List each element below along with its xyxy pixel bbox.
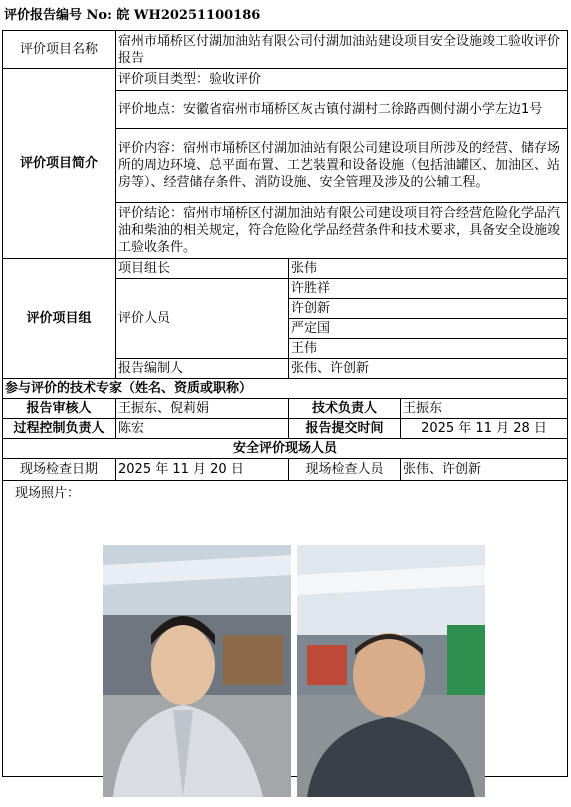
project-name-label: 评价项目名称: [3, 31, 116, 69]
tech-label: 技术负责人: [289, 399, 401, 419]
member: 严定国: [289, 319, 568, 339]
member: 王伟: [289, 339, 568, 359]
submit-date: 2025 年 11 月 28 日: [401, 419, 568, 439]
eval-location: 评价地点：安徽省宿州市埇桥区灰古镇付湖村二徐路西侧付湖小学左边1号: [116, 91, 568, 129]
process-label: 过程控制负责人: [3, 419, 116, 439]
writer-label: 报告编制人: [116, 359, 289, 379]
photo-person-2: [297, 545, 485, 797]
eval-type: 评价项目类型：验收评价: [116, 69, 568, 91]
reviewer-label: 报告审核人: [3, 399, 116, 419]
leader: 张伟: [289, 259, 568, 279]
site-photo-1: [103, 545, 291, 797]
eval-content: 评价内容：宿州市埇桥区付湖加油站有限公司建设项目所涉及的经营、储存场所的周边环境、总平面布置、工艺装置和设备设施（包括油罐区、加油区、站房等）、经营储存条件、消防设施、安全管理及涉及的公辅工程。: [116, 129, 568, 203]
inspect-date-label: 现场检查日期: [3, 459, 116, 481]
tech: 王振东: [401, 399, 568, 419]
site-photo-2: [297, 545, 485, 797]
experts-heading: 参与评价的技术专家（姓名、资质或职称）: [3, 379, 568, 399]
member: 许胜祥: [289, 279, 568, 299]
project-name: 宿州市埇桥区付湖加油站有限公司付湖加油站建设项目安全设施竣工验收评价报告: [116, 31, 568, 69]
inspectors-label: 现场检查人员: [289, 459, 401, 481]
submit-label: 报告提交时间: [289, 419, 401, 439]
inspect-date: 2025 年 11 月 20 日: [116, 459, 289, 481]
writer: 张伟、许创新: [289, 359, 568, 379]
photo-person-1: [103, 545, 291, 797]
eval-conclusion: 评价结论：宿州市埇桥区付湖加油站有限公司建设项目符合经营危险化学品汽油和柴油的相关规定，符合危险化学品经营条件和技术要求，具备安全设施竣工验收条件。: [116, 203, 568, 259]
report-number: 评价报告编号 No: 皖 WH20251100186: [4, 8, 261, 23]
members-label: 评价人员: [116, 279, 289, 359]
photos-label: 现场照片：: [15, 486, 81, 501]
group-label: 评价项目组: [3, 259, 116, 379]
reviewer: 王振东、倪莉娟: [116, 399, 289, 419]
intro-label: 评价项目简介: [3, 69, 116, 259]
inspectors: 张伟、许创新: [401, 459, 568, 481]
site-heading: 安全评价现场人员: [3, 439, 568, 459]
leader-label: 项目组长: [116, 259, 289, 279]
member: 许创新: [289, 299, 568, 319]
process: 陈宏: [116, 419, 289, 439]
